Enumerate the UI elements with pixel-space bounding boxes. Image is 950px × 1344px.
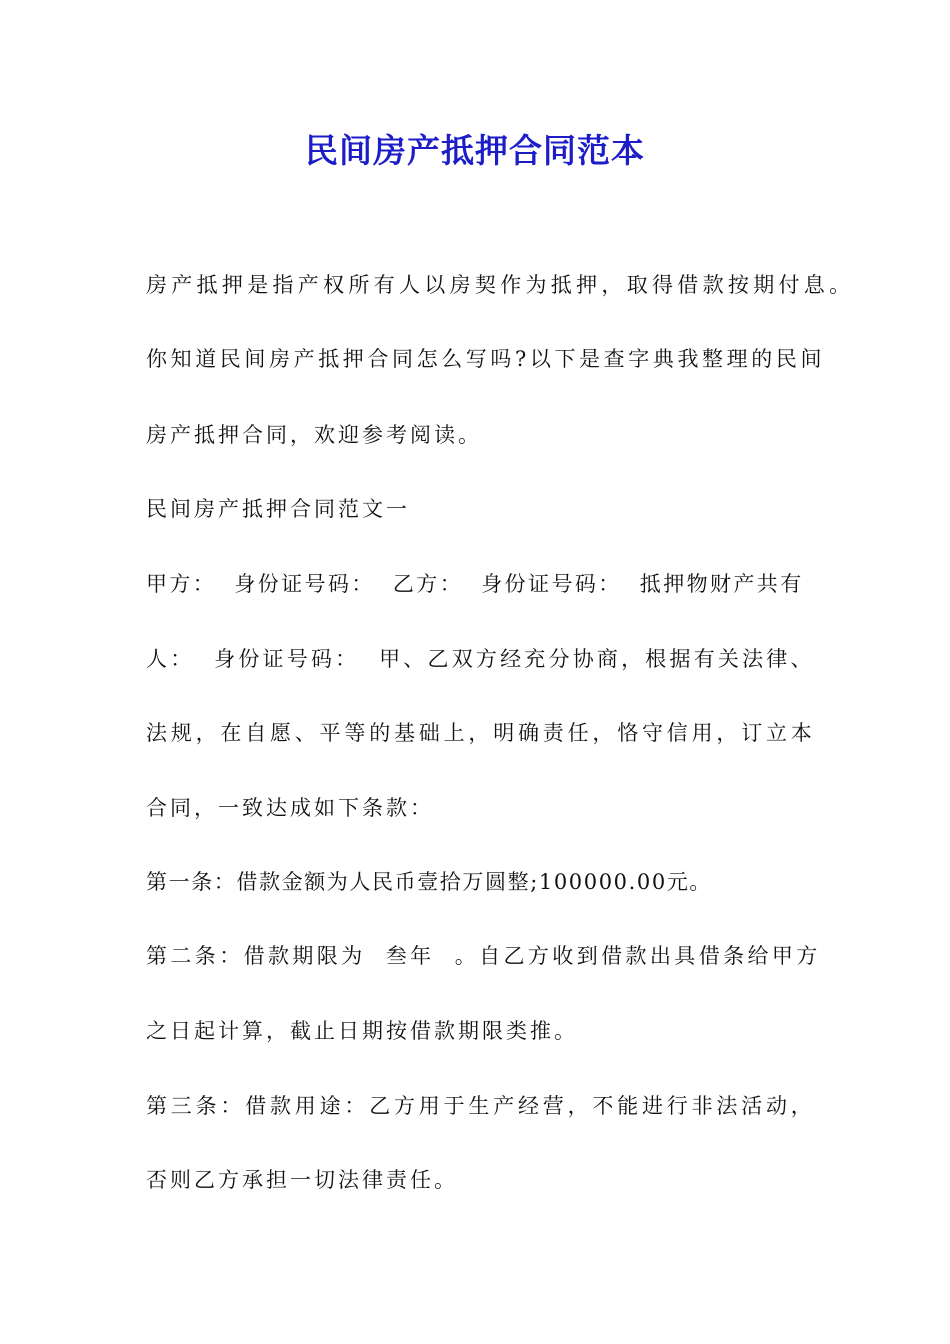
clause-line: 第一条：借款金额为人民币壹拾万圆整;100000.00元。: [146, 870, 713, 894]
section-heading: 民间房产抵押合同范文一: [146, 497, 410, 521]
clause-line: 第三条：借款用途：乙方用于生产经营，不能进行非法活动，: [146, 1094, 816, 1118]
clause-line: 否则乙方承担一切法律责任。: [146, 1168, 458, 1192]
paragraph-line: 甲方： 身份证号码： 乙方： 身份证号码： 抵押物财产共有: [146, 572, 804, 596]
clause-line: 第二条：借款期限为 叁年 。自乙方收到借款出具借条给甲方: [146, 944, 821, 968]
paragraph-line: 人： 身份证号码： 甲、乙双方经充分协商，根据有关法律、: [146, 647, 815, 671]
paragraph-line: 房产抵押合同，欢迎参考阅读。: [146, 423, 482, 447]
paragraph-line: 合同，一致达成如下条款：: [146, 796, 434, 820]
clause-line: 之日起计算，截止日期按借款期限类推。: [146, 1019, 578, 1043]
paragraph-line: 法规，在自愿、平等的基础上，明确责任，恪守信用，订立本: [146, 721, 816, 745]
document-title: 民间房产抵押合同范本: [305, 131, 645, 170]
paragraph-line: 你知道民间房产抵押合同怎么写吗?以下是查字典我整理的民间: [146, 347, 826, 371]
paragraph-line: 房产抵押是指产权所有人以房契作为抵押，取得借款按期付息。: [146, 273, 855, 297]
